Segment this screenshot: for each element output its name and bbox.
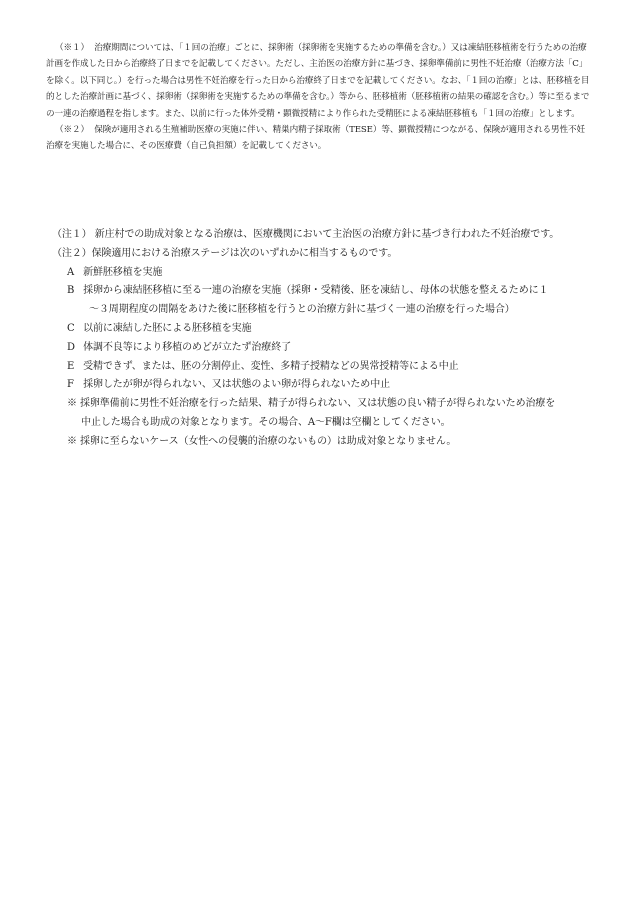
note-2	[46, 122, 592, 155]
stage-letter: C	[67, 322, 75, 334]
stage-item-e	[52, 358, 602, 377]
note-1	[46, 40, 592, 122]
caution-1-label: （注１）	[52, 229, 92, 240]
note-2-label: （※２）	[55, 125, 89, 136]
stage-text: 体調不良等により移植のめどが立たず治療終了	[83, 341, 291, 353]
caution-2-label: （注２）	[52, 247, 92, 259]
note-2-text: 保険が適用される生殖補助医療の実施に伴い、精巣内精子採取術（TESE）等、顕微授精につながる、保険が適用される男性不妊治療を実施した場合に、その医療費（自己負担額）を記載してください。	[46, 125, 586, 152]
top-notes	[46, 40, 592, 155]
stage-letter: D	[67, 341, 75, 353]
stage-item-b	[52, 282, 602, 301]
caution-1	[52, 226, 602, 245]
stage-text: 採卵したが卵が得られない、又は状態のよい卵が得られないため中止	[83, 379, 390, 391]
stage-item-a	[52, 264, 602, 283]
stage-item-f	[52, 376, 602, 395]
caution-2-text: 保険適用における治療ステージは次のいずれかに相当するものです。	[91, 247, 398, 259]
stage-item-c	[52, 320, 602, 339]
remark-1-continuation: 中止した場合も助成の対象となります。その場合、A～F欄は空欄としてください。	[81, 416, 451, 428]
remark-2: ※ 採卵に至らないケース（女性への侵襲的治療のないもの）は助成対象となりません。	[67, 435, 457, 447]
stage-letter: B	[67, 285, 75, 297]
stage-letter: F	[67, 379, 74, 391]
stage-item-b-continuation: ～３周期程度の間隔をあけた後に胚移植を行うとの治療方針に基づく一連の治療を行った場合）	[89, 304, 515, 316]
caution-2	[52, 245, 602, 264]
stage-item-d	[52, 339, 602, 358]
remark-1: ※ 採卵準備前に男性不妊治療を行った結果、精子が得られない、又は状態の良い精子が得られないため治療を	[67, 398, 556, 410]
note-1-label: （※１）	[55, 43, 89, 53]
note-1-text: 治療期間については、「１回の治療」ごとに、採卵術（採卵術を実施するための準備を含む。）又は凍結胚移植術を行うための治療計画を作成した日から治療終了日までを記載してください。ただし、主治医の治療方針に基づき、採卵準備前に男性不妊治療（治療方法「C」を除く。以下同じ。）を行った場合は男性不妊治療を行った日から治療終了日までを記載してください。なお、「１回の治療」とは、胚移植を目的とした治療計画に基づく、採卵術（採卵術を実施するための準備を含む。）等から、胚移植術（胚移植術の結果の確認を含む。）等に至るまでの一連の治療過程を指します。また、以前に行った体外受精・顕微授精により作られた受精胚による凍結胚移植も「１回の治療」とします。	[46, 43, 590, 119]
bottom-notes	[52, 226, 602, 452]
stage-letter: E	[67, 360, 75, 372]
caution-1-text: 新庄村での助成対象となる治療は、医療機関において主治医の治療方針に基づき行われた不妊治療です。	[94, 229, 560, 240]
stage-text: 以前に凍結した胚による胚移植を実施	[83, 322, 252, 334]
stage-letter: A	[67, 266, 75, 278]
stage-text: 受精できず、または、胚の分割停止、変性、多精子授精などの異常授精等による中止	[83, 360, 459, 372]
stage-text: 新鮮胚移植を実施	[83, 266, 163, 278]
stage-text: 採卵から凍結胚移植に至る一連の治療を実施（採卵・受精後、胚を凍結し、母体の状態を整えるために１	[83, 285, 549, 297]
